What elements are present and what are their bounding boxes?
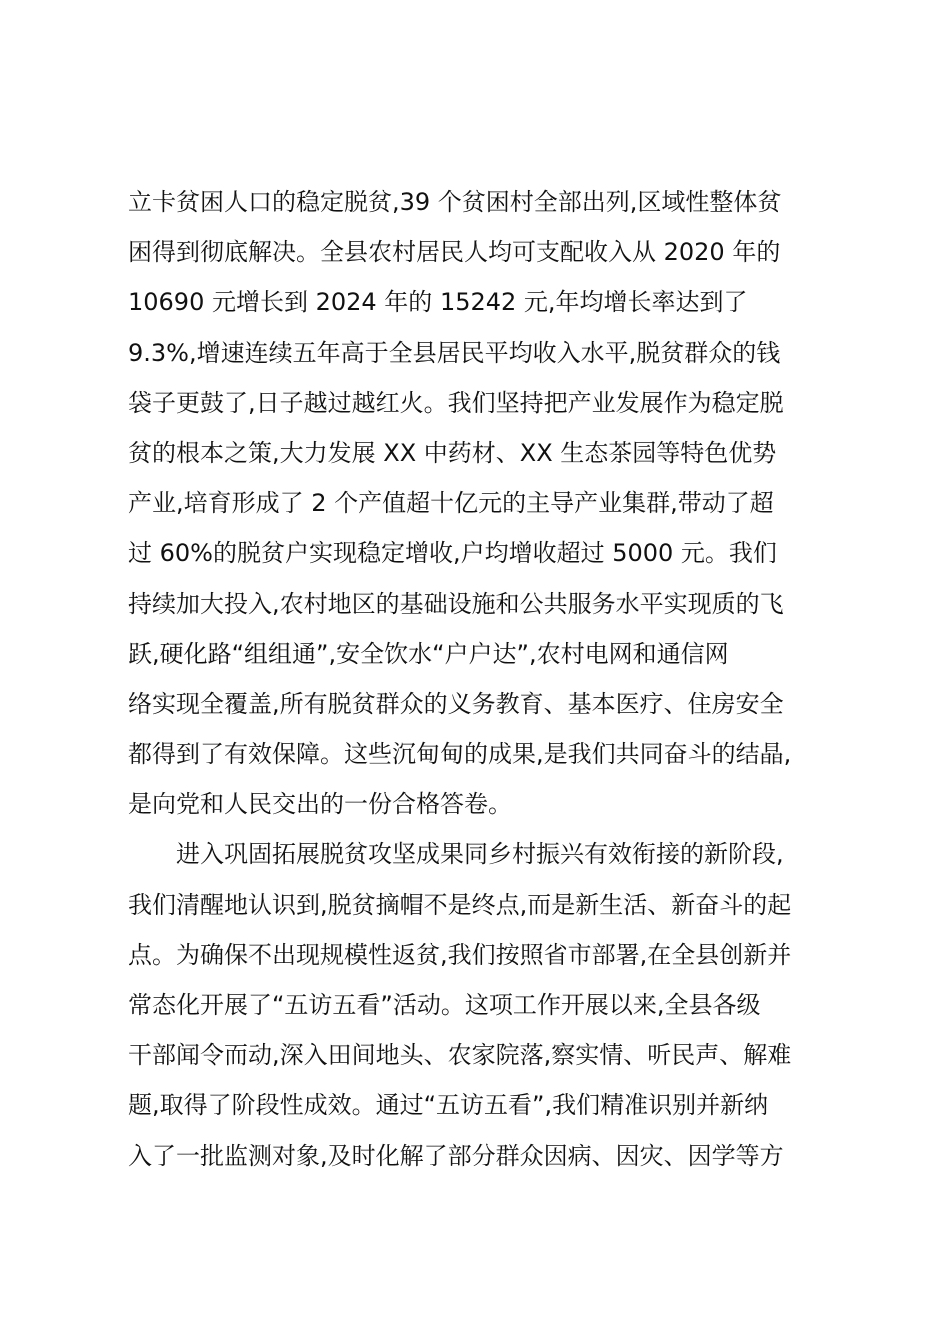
paragraph-line: 持续加大投入,农村地区的基础设施和公共服务水平实现质的飞 <box>128 589 784 618</box>
paragraph-first-line: 进入巩固拓展脱贫攻坚成果同乡村振兴有效衔接的新阶段, <box>176 840 784 869</box>
paragraph-line: 干部闻令而动,深入田间地头、农家院落,察实情、听民声、解难 <box>128 1041 792 1070</box>
paragraph-line: 络实现全覆盖,所有脱贫群众的义务教育、基本医疗、住房安全 <box>128 689 784 718</box>
paragraph-line: 10690 元增长到 2024 年的 15242 元,年均增长率达到了 <box>128 288 748 317</box>
paragraph-line: 产业,培育形成了 2 个产值超十亿元的主导产业集群,带动了超 <box>128 489 774 518</box>
paragraph-line: 袋子更鼓了,日子越过越红火。我们坚持把产业发展作为稳定脱 <box>128 388 784 417</box>
paragraph-line: 是向党和人民交出的一份合格答卷。 <box>128 790 512 819</box>
paragraph-line: 跃,硬化路“组组通”,安全饮水“户户达”,农村电网和通信网 <box>128 639 729 668</box>
paragraph-line: 常态化开展了“五访五看”活动。这项工作开展以来,全县各级 <box>128 991 761 1019</box>
paragraph-line: 我们清醒地认识到,脱贫摘帽不是终点,而是新生活、新奋斗的起 <box>128 890 792 919</box>
paragraph-line: 立卡贫困人口的稳定脱贫,39 个贫困村全部出列,区域性整体贫 <box>128 188 782 216</box>
paragraph-line: 贫的根本之策,大力发展 XX 中药材、XX 生态茶园等特色优势 <box>128 438 777 467</box>
paragraph-line: 题,取得了阶段性成效。通过“五访五看”,我们精准识别并新纳 <box>128 1091 769 1120</box>
paragraph-line: 困得到彻底解决。全县农村居民人均可支配收入从 2020 年的 <box>128 238 781 267</box>
paragraph-line: 9.3%,增速连续五年高于全县居民平均收入水平,脱贫群众的钱 <box>128 338 781 367</box>
paragraph-line: 过 60%的脱贫户实现稳定增收,户均增收超过 5000 元。我们 <box>128 539 777 568</box>
paragraph-line: 都得到了有效保障。这些沉甸甸的成果,是我们共同奋斗的结晶, <box>128 740 792 769</box>
paragraph-line: 点。为确保不出现规模性返贫,我们按照省市部署,在全县创新并 <box>128 940 792 969</box>
document-body <box>128 177 833 1181</box>
paragraph-line: 入了一批监测对象,及时化解了部分群众因病、因灾、因学等方 <box>128 1141 784 1170</box>
